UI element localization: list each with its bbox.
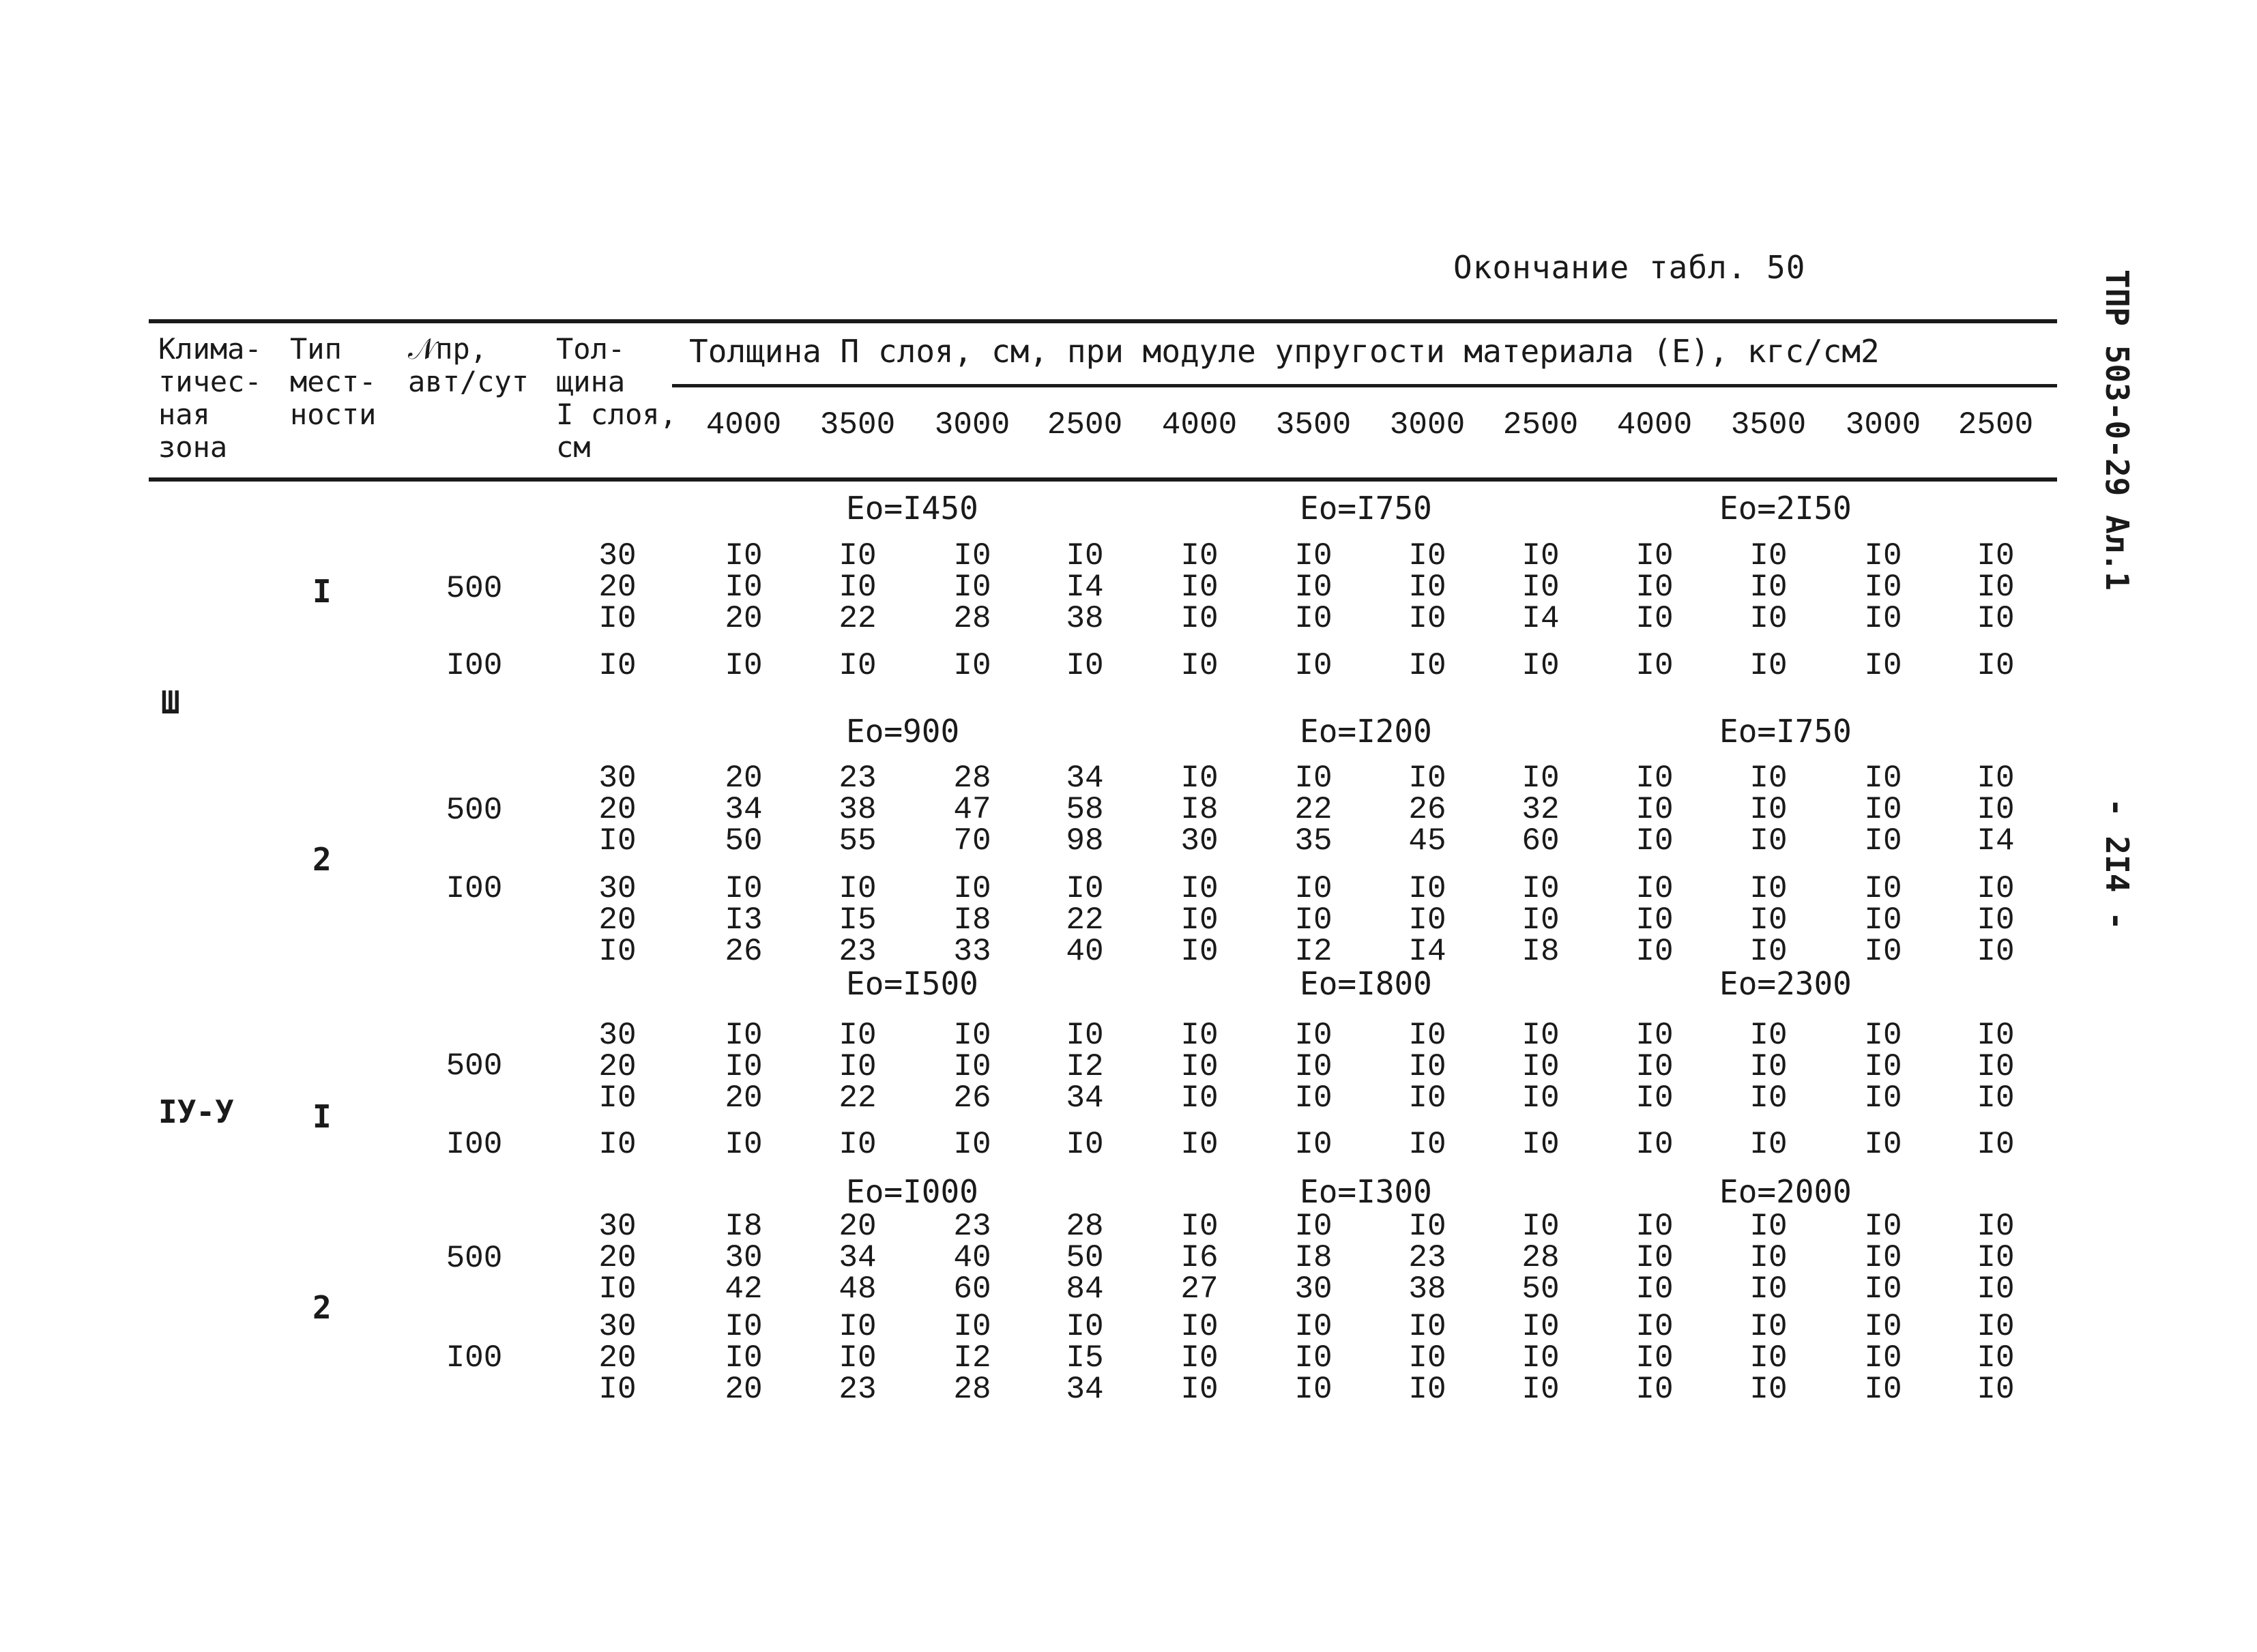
header-layer2-title: Толщина П слоя, см, при модуле упругости материала (Е), кгс/см2 bbox=[689, 333, 1880, 370]
table-cell: I0 bbox=[1749, 648, 1788, 683]
modulus-header: 3500 bbox=[1730, 407, 1807, 443]
table-cell: I0 I0 20 bbox=[725, 538, 763, 636]
layer1-thickness: 30 20 I0 bbox=[598, 538, 637, 636]
modulus-header: 3500 bbox=[819, 407, 896, 443]
table-cell: I0 bbox=[1521, 648, 1560, 683]
table-cell: I0 I3 26 bbox=[725, 871, 763, 969]
header-traffic: 𝒩пр, авт/сут bbox=[408, 332, 529, 398]
table-cell: I0 I0 I0 bbox=[1749, 538, 1788, 636]
table-cell: I0 I8 33 bbox=[953, 871, 991, 969]
table-cell: I0 bbox=[1977, 1127, 2015, 1162]
traffic-value: I00 bbox=[446, 648, 503, 683]
table-cell: I0 bbox=[1180, 1127, 1219, 1162]
table-cell: I0 I0 20 bbox=[725, 1309, 763, 1407]
table-top-rule bbox=[149, 319, 2057, 323]
table-cell: I0 I0 I0 bbox=[1749, 761, 1788, 859]
table-cell: I0 I0 I0 bbox=[1180, 1309, 1219, 1407]
layer1-thickness: 30 20 I0 bbox=[598, 1309, 637, 1407]
header-terrain: Тип мест- ности bbox=[290, 332, 377, 431]
terrain-type-label: I bbox=[312, 1098, 332, 1135]
table-cell: 28 47 70 bbox=[953, 761, 991, 859]
eo-label: Eo=900 bbox=[846, 713, 960, 750]
table-cell: I0 I0 I0 bbox=[1864, 538, 1902, 636]
table-cell: I0 I0 I0 bbox=[1521, 1309, 1560, 1407]
layer1-thickness: 30 20 I0 bbox=[598, 871, 637, 969]
table-cell: I0 I0 26 bbox=[953, 1018, 991, 1116]
table-cell: I0 I0 I0 bbox=[1864, 761, 1902, 859]
table-cell: I0 I0 I2 bbox=[1294, 871, 1333, 969]
table-cell: I0 I0 20 bbox=[725, 1018, 763, 1116]
table-cell: I0 I0 22 bbox=[839, 1018, 877, 1116]
zone-label: Ш bbox=[161, 684, 180, 721]
layer1-thickness: 30 20 I0 bbox=[598, 1018, 637, 1116]
table-cell: I0 I0 I0 bbox=[1635, 1309, 1674, 1407]
table-cell: I0 bbox=[725, 648, 763, 683]
table-cell: I0 bbox=[1864, 648, 1902, 683]
table-cell: I0 I6 27 bbox=[1180, 1209, 1219, 1307]
table-cell: I0 I0 I0 bbox=[1749, 1018, 1788, 1116]
eo-label: Eo=I450 bbox=[846, 490, 978, 527]
table-cell: I0 I5 34 bbox=[1066, 1309, 1104, 1407]
table-cell: I0 bbox=[1864, 1127, 1902, 1162]
table-cell: I0 I0 I0 bbox=[1977, 1209, 2015, 1307]
modulus-header: 4000 bbox=[705, 407, 782, 443]
eo-label: Eo=I200 bbox=[1300, 713, 1432, 750]
eo-label: Eo=I300 bbox=[1300, 1173, 1432, 1210]
table-cell: I0 I0 I0 bbox=[1635, 538, 1674, 636]
table-cell: I0 I0 22 bbox=[839, 538, 877, 636]
modulus-header: 3000 bbox=[1389, 407, 1466, 443]
table-cell: I0 I0 I0 bbox=[1180, 1018, 1219, 1116]
table-cell: I0 I0 I0 bbox=[1864, 1309, 1902, 1407]
traffic-value: 500 bbox=[446, 1241, 503, 1276]
modulus-header: 2500 bbox=[1047, 407, 1123, 443]
layer1-thickness: 30 20 I0 bbox=[598, 1209, 637, 1307]
table-cell: I0 bbox=[1066, 1127, 1104, 1162]
table-cell: I0 bbox=[1294, 648, 1333, 683]
traffic-value: I00 bbox=[446, 1340, 503, 1376]
table-cell: 23 40 60 bbox=[953, 1209, 991, 1307]
header-sub-rule bbox=[672, 384, 2057, 387]
table-cell: I0 I4 38 bbox=[1066, 538, 1104, 636]
terrain-type-label: I bbox=[312, 573, 332, 610]
table-cell: I0 22 40 bbox=[1066, 871, 1104, 969]
terrain-type-label: 2 bbox=[312, 841, 332, 878]
modulus-header: 4000 bbox=[1616, 407, 1693, 443]
table-cell: I0 I0 I0 bbox=[1408, 1018, 1446, 1116]
zone-label: IУ-У bbox=[158, 1093, 234, 1130]
terrain-type-label: 2 bbox=[312, 1289, 332, 1326]
layer1-thickness: I0 bbox=[598, 648, 637, 683]
table-cell: I0 bbox=[1635, 1127, 1674, 1162]
eo-label: Eo=I800 bbox=[1300, 965, 1432, 1002]
table-cell: I0 I0 I0 bbox=[1180, 538, 1219, 636]
table-cell: I0 bbox=[1408, 648, 1446, 683]
table-cell: I0 bbox=[839, 648, 877, 683]
table-cell: I0 I0 I0 bbox=[1864, 871, 1902, 969]
table-cell: I0 bbox=[1521, 1127, 1560, 1162]
table-cell: I0 bbox=[953, 648, 991, 683]
header-zone: Клима- тичес- ная зона bbox=[158, 332, 262, 464]
table-cell: I0 I0 I0 bbox=[1294, 1018, 1333, 1116]
table-cell: I0 I0 I0 bbox=[1977, 871, 2015, 969]
table-cell: I0 I0 I0 bbox=[1749, 871, 1788, 969]
table-cell: I0 I8 30 bbox=[1294, 1209, 1333, 1307]
table-cell: I0 I0 I0 bbox=[1294, 1309, 1333, 1407]
eo-label: Eo=2300 bbox=[1719, 965, 1852, 1002]
table-cell: I0 I0 I0 bbox=[1635, 1209, 1674, 1307]
table-cell: I0 I0 I0 bbox=[1977, 1309, 2015, 1407]
table-cell: I0 I0 I4 bbox=[1521, 538, 1560, 636]
eo-label: Eo=I750 bbox=[1300, 490, 1432, 527]
table-cell: I0 I0 I0 bbox=[1521, 1018, 1560, 1116]
table-cell: I0 I0 I0 bbox=[1408, 1309, 1446, 1407]
table-cell: I0 I0 I0 bbox=[1864, 1018, 1902, 1116]
table-cell: 34 58 98 bbox=[1066, 761, 1104, 859]
table-cell: I0 I0 I0 bbox=[1635, 871, 1674, 969]
table-cell: I0 32 60 bbox=[1521, 761, 1560, 859]
table-cell: I0 bbox=[725, 1127, 763, 1162]
table-cell: I0 I0 23 bbox=[839, 1309, 877, 1407]
table-cell: I0 bbox=[1635, 648, 1674, 683]
table-cell: I0 I0 I0 bbox=[1180, 871, 1219, 969]
table-cell: I0 I0 I0 bbox=[1294, 538, 1333, 636]
table-cell: I0 I0 28 bbox=[953, 538, 991, 636]
modulus-header: 3500 bbox=[1275, 407, 1352, 443]
eo-label: Eo=2000 bbox=[1719, 1173, 1852, 1210]
traffic-value: 500 bbox=[446, 1048, 503, 1084]
table-cell: 20 34 48 bbox=[839, 1209, 877, 1307]
traffic-value: I00 bbox=[446, 871, 503, 906]
table-cell: I0 bbox=[1977, 648, 2015, 683]
eo-label: Eo=2I50 bbox=[1719, 490, 1852, 527]
header-layer1: Тол- щина I слоя, см bbox=[556, 332, 678, 464]
eo-label: Eo=I000 bbox=[846, 1173, 978, 1210]
traffic-value: 500 bbox=[446, 793, 503, 828]
table-cell: I0 I0 I0 bbox=[1408, 538, 1446, 636]
traffic-value: 500 bbox=[446, 571, 503, 606]
document-code: ТПР 503-0-29 Ал.1 bbox=[2099, 269, 2136, 591]
table-cell: I0 I0 I0 bbox=[1864, 1209, 1902, 1307]
page-number: - 2I4 - bbox=[2099, 798, 2136, 930]
table-cell: I0 I0 I4 bbox=[1408, 871, 1446, 969]
table-cell: I0 bbox=[1066, 648, 1104, 683]
table-caption: Окончание табл. 50 bbox=[1453, 249, 1806, 286]
table-cell: I0 I2 34 bbox=[1066, 1018, 1104, 1116]
table-cell: I0 I2 28 bbox=[953, 1309, 991, 1407]
table-cell: I0 I8 30 bbox=[1180, 761, 1219, 859]
header-bottom-rule bbox=[149, 477, 2057, 482]
eo-label: Eo=I750 bbox=[1719, 713, 1852, 750]
table-cell: 28 50 84 bbox=[1066, 1209, 1104, 1307]
table-cell: I0 bbox=[839, 1127, 877, 1162]
table-cell: I0 I5 23 bbox=[839, 871, 877, 969]
layer1-thickness: 30 20 I0 bbox=[598, 761, 637, 859]
table-cell: I0 I0 I0 bbox=[1635, 761, 1674, 859]
table-cell: I0 22 35 bbox=[1294, 761, 1333, 859]
table-cell: I0 I0 I8 bbox=[1521, 871, 1560, 969]
table-cell: I0 bbox=[1408, 1127, 1446, 1162]
table-cell: I0 I0 I0 bbox=[1749, 1209, 1788, 1307]
table-cell: I0 I0 I0 bbox=[1977, 538, 2015, 636]
table-cell: 23 38 55 bbox=[839, 761, 877, 859]
modulus-header: 4000 bbox=[1161, 407, 1238, 443]
eo-label: Eo=I500 bbox=[846, 965, 978, 1002]
table-cell: I0 bbox=[1180, 648, 1219, 683]
table-cell: I0 bbox=[1294, 1127, 1333, 1162]
modulus-header: 3000 bbox=[1845, 407, 1921, 443]
table-cell: I0 bbox=[1749, 1127, 1788, 1162]
table-cell: I0 I0 I0 bbox=[1749, 1309, 1788, 1407]
layer1-thickness: I0 bbox=[598, 1127, 637, 1162]
traffic-value: I00 bbox=[446, 1127, 503, 1162]
table-cell: I0 bbox=[953, 1127, 991, 1162]
table-cell: I0 I0 I0 bbox=[1977, 1018, 2015, 1116]
modulus-header: 2500 bbox=[1502, 407, 1579, 443]
modulus-header: 3000 bbox=[934, 407, 1010, 443]
table-cell: I0 I0 I4 bbox=[1977, 761, 2015, 859]
table-cell: I0 I0 I0 bbox=[1635, 1018, 1674, 1116]
table-cell: 20 34 50 bbox=[725, 761, 763, 859]
modulus-header: 2500 bbox=[1957, 407, 2034, 443]
table-cell: I0 23 38 bbox=[1408, 1209, 1446, 1307]
table-cell: I8 30 42 bbox=[725, 1209, 763, 1307]
table-cell: I0 28 50 bbox=[1521, 1209, 1560, 1307]
table-cell: I0 26 45 bbox=[1408, 761, 1446, 859]
